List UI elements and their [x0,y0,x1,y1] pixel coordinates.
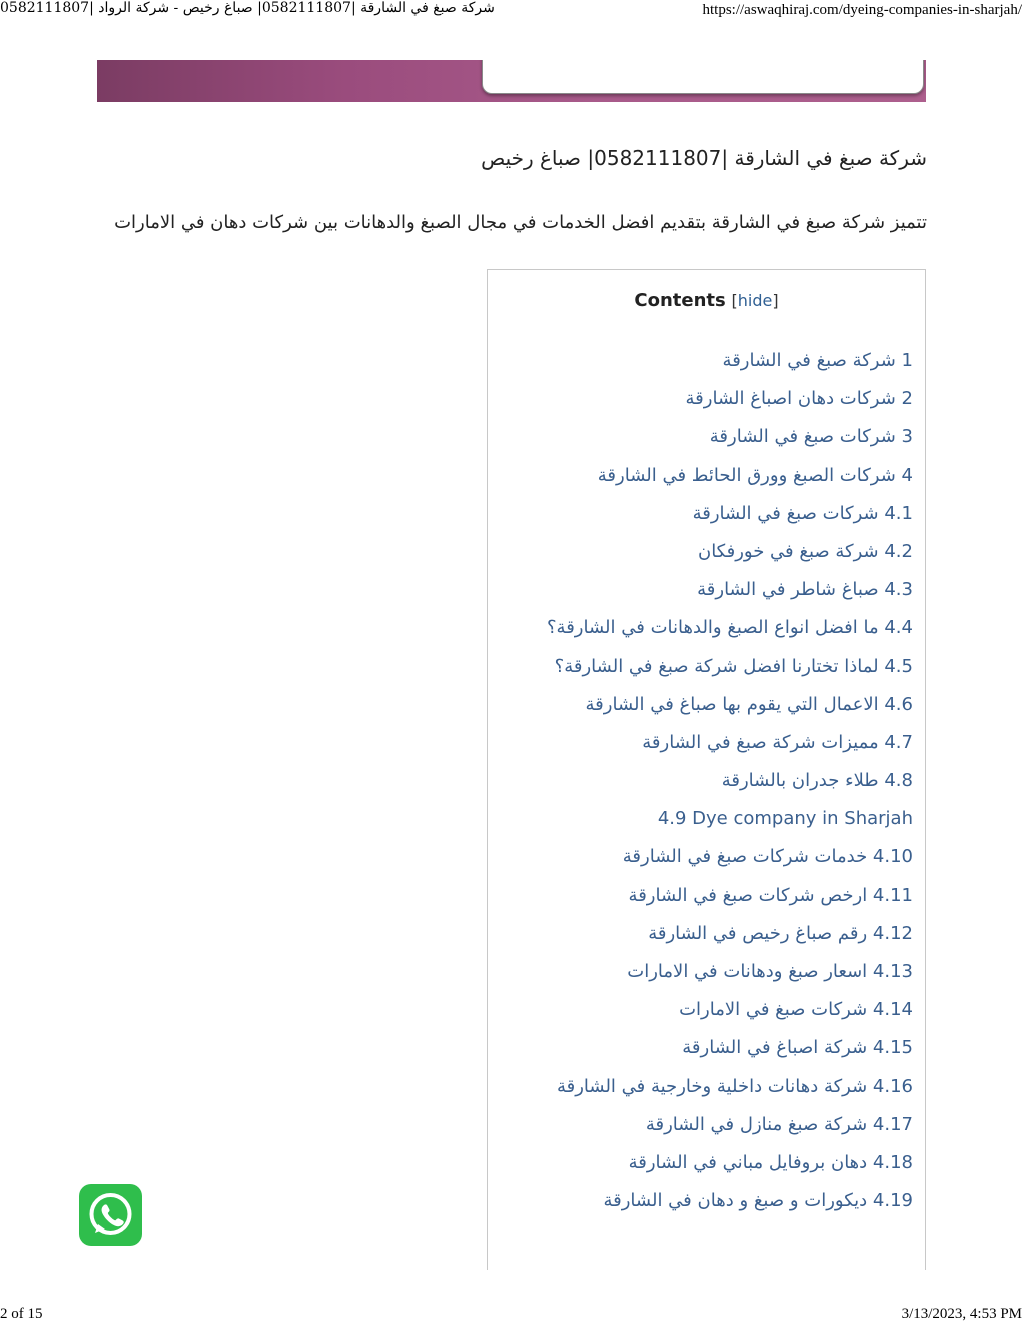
toc-link[interactable]: 4.7 مميزات شركة صبغ في الشارقة [642,731,913,753]
toc-link[interactable]: 2 شركات دهان اصباغ الشارقة [685,388,913,410]
toc-link[interactable]: 4.19 ديكورات و صبغ و دهان في الشارقة [603,1190,913,1212]
intro-paragraph: تتميز شركة صبغ في الشارقة بتقديم افضل الخدمات في مجال الصبغ والدهانات بين شركات دهان في الامارات [114,212,927,233]
toc-link[interactable]: 4.18 دهان بروفايل مباني في الشارقة [628,1151,913,1173]
toc-title: Contents [634,290,726,311]
toc-link[interactable]: 4.17 شركة صبغ منازل في الشارقة [645,1113,913,1135]
toc-link[interactable]: 1 شركة صبغ في الشارقة [722,350,913,371]
toc-link[interactable]: 4.13 اسعار صبغ ودهانات في الامارات [627,961,913,982]
print-header-title: شركة صبغ في الشارقة |0582111807| صباغ رخيص - شركة الرواد |0582111807 [0,0,495,16]
print-header-url: https://aswaqhiraj.com/dyeing-companies-in-sharjah/ [702,2,1022,18]
toc-link[interactable]: 4.5 لماذا تختارنا افضل شركة صبغ في الشارقة؟ [554,655,913,677]
print-footer-page: 2 of 15 [0,1306,43,1322]
toc-link[interactable]: 4.8 طلاء جدران بالشارقة [721,770,913,792]
toc-hide-link[interactable]: hide [737,291,773,310]
toc-bracket-open: [ [731,291,738,310]
page-title: شركة صبغ في الشارقة |0582111807| صباغ رخيص [481,146,927,170]
whatsapp-icon [79,1184,142,1246]
toc-list [547,346,913,1224]
toc-link[interactable]: 4.15 شركة اصباغ في الشارقة [682,1037,913,1059]
toc-link[interactable]: 4.16 شركة دهانات داخلية وخارجية في الشارقة [556,1075,913,1097]
toc-link[interactable]: 4.4 ما افضل انواع الصبغ والدهانات في الشارقة؟ [547,617,913,639]
toc-link[interactable]: 4.11 ارخص شركات صبغ في الشارقة [628,884,913,906]
whatsapp-button[interactable] [79,1184,142,1246]
banner-card [482,60,924,94]
toc-link[interactable]: 4.1 شركات صبغ في الشارقة [692,502,913,524]
toc-link[interactable]: 4.10 خدمات شركات صبغ في الشارقة [622,846,913,868]
toc-header [488,290,925,311]
toc-link[interactable]: 4.3 صباغ شاطر في الشارقة [697,579,913,601]
toc-bracket-close: ] [772,291,779,310]
toc-link[interactable]: 4.9 Dye company in Sharjah [657,808,913,830]
toc-link[interactable]: 4 شركات الصبغ وورق الحائط في الشارقة [597,464,913,486]
toc-link[interactable]: 4.12 رقم صباغ رخيص في الشارقة [648,922,913,944]
print-footer-datetime: 3/13/2023, 4:53 PM [901,1306,1022,1322]
header-banner [97,60,926,102]
toc-link[interactable]: 4.6 الاعمال التي يقوم بها صباغ في الشارقة [585,693,913,715]
toc-link[interactable]: 4.2 شركة صبغ في خورفكان [697,540,913,562]
toc-link[interactable]: 3 شركات صبغ في الشارقة [709,426,913,448]
toc-link[interactable]: 4.14 شركات صبغ في الامارات [679,999,913,1021]
table-of-contents [487,269,926,1270]
